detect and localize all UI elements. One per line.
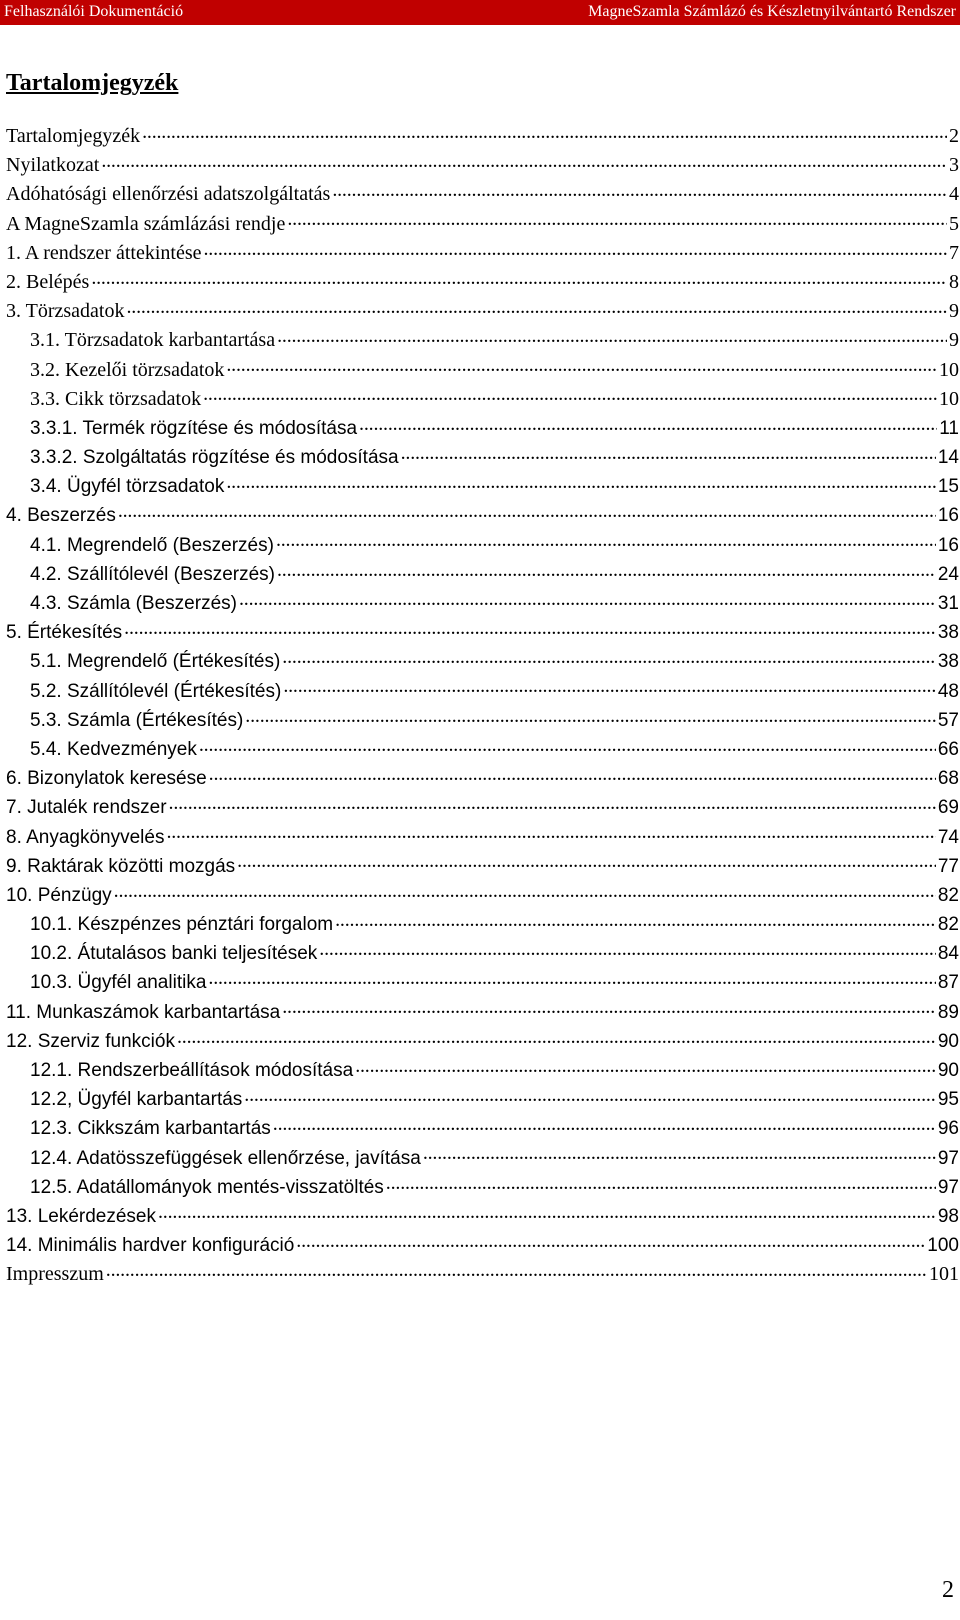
toc-dot-leader: [197, 735, 936, 755]
toc-entry-page: 14: [937, 447, 959, 469]
toc-entry[interactable]: [6, 151, 959, 180]
toc-entry-title: 4.1. Megrendelő (Beszerzés): [30, 534, 274, 556]
toc-entry-page: 31: [937, 593, 959, 614]
toc-dot-leader: [235, 852, 936, 872]
toc-entry-title: 8. Anyagkönyvelés: [6, 826, 165, 848]
toc-entry-page: 57: [937, 709, 959, 731]
toc-entry[interactable]: [6, 968, 959, 997]
toc-entry-title: 3.3. Cikk törzsadatok: [30, 387, 202, 410]
toc-entry[interactable]: [6, 210, 959, 239]
toc-entry-title: 10.1. Készpénzes pénztári forgalom: [30, 914, 334, 936]
toc-entry-title: 1. A rendszer áttekintése: [6, 241, 202, 264]
toc-dot-leader: [89, 268, 947, 288]
toc-entry-page: 38: [937, 651, 959, 673]
toc-entry-page: 16: [937, 505, 959, 527]
toc-entry-page: 89: [937, 1001, 959, 1023]
toc-entry[interactable]: [6, 560, 959, 589]
toc-entry-title: 5.2. Szállítólevél (Értékesítés): [30, 680, 282, 702]
toc-entry-title: 7. Jutalék rendszer: [6, 797, 167, 819]
toc-entry-title: 10. Pénzügy: [6, 884, 112, 906]
toc-dot-leader: [237, 589, 936, 609]
toc-entry[interactable]: [6, 122, 959, 151]
toc-dot-leader: [281, 677, 936, 697]
toc-dot-leader: [140, 122, 947, 142]
toc-entry-page: 10: [939, 358, 959, 381]
toc-entry[interactable]: [6, 618, 959, 647]
toc-dot-leader: [421, 1144, 936, 1164]
toc-dot-leader: [353, 1056, 936, 1076]
toc-entry[interactable]: [6, 385, 959, 414]
toc-entry-title: Tartalomjegyzék: [6, 125, 141, 147]
toc-entry-title: 3.3.1. Termék rögzítése és módosítása: [30, 417, 358, 439]
toc-entry[interactable]: [6, 939, 959, 968]
toc-entry-page: 90: [937, 1060, 959, 1081]
toc-entry[interactable]: [6, 706, 959, 735]
toc-entry-page: 66: [937, 738, 959, 760]
toc-entry-page: 15: [937, 476, 959, 498]
toc-entry-title: 3.1. Törzsadatok karbantartása: [30, 329, 276, 352]
toc-dot-leader: [399, 443, 936, 463]
toc-entry-title: Impresszum: [6, 1263, 104, 1286]
toc-entry-page: 9: [949, 329, 959, 352]
toc-dot-leader: [207, 764, 936, 784]
toc-dot-leader: [112, 881, 936, 901]
toc-entry[interactable]: [6, 297, 959, 326]
toc-dot-leader: [242, 1085, 936, 1105]
toc-dot-leader: [357, 414, 937, 434]
toc-dot-leader: [206, 968, 935, 988]
toc-entry[interactable]: [6, 414, 959, 443]
toc-dot-leader: [294, 1231, 925, 1251]
toc-entry-title: 12.3. Cikkszám karbantartás: [30, 1118, 271, 1140]
toc-entry[interactable]: [6, 239, 959, 268]
toc-entry-page: 24: [937, 563, 959, 585]
toc-entry[interactable]: [6, 735, 959, 764]
toc-entry-title: 3.4. Ügyfél törzsadatok: [30, 476, 225, 498]
toc-entry[interactable]: [6, 998, 959, 1027]
toc-dot-leader: [99, 151, 947, 171]
toc-entry-title: 5.4. Kedvezmények: [30, 738, 197, 760]
toc-dot-leader: [330, 180, 947, 200]
toc-entry-title: A MagneSzamla számlázási rendje: [6, 212, 286, 235]
toc-entry-page: 7: [949, 241, 959, 264]
toc-entry[interactable]: [6, 1027, 959, 1056]
toc-entry-title: 4.3. Számla (Beszerzés): [30, 593, 237, 614]
toc-entry-title: 3.2. Kezelői törzsadatok: [30, 358, 225, 381]
toc-entry[interactable]: [6, 268, 959, 297]
toc-entry-page: 84: [937, 943, 959, 965]
toc-entry-page: 48: [937, 680, 959, 702]
toc-dot-leader: [125, 297, 948, 317]
toc-entry[interactable]: [6, 677, 959, 706]
toc-entry-title: Adóhatósági ellenőrzési adatszolgáltatás: [6, 183, 331, 206]
toc-entry-title: 9. Raktárak közötti mozgás: [6, 855, 236, 877]
toc-dot-leader: [333, 910, 936, 930]
toc-entry[interactable]: [6, 852, 959, 881]
toc-entry[interactable]: [6, 1056, 959, 1085]
toc-entry[interactable]: [6, 1144, 959, 1173]
toc-dot-leader: [243, 706, 936, 726]
toc-entry[interactable]: [6, 1202, 959, 1231]
toc-entry-title: 5.3. Számla (Értékesítés): [30, 709, 244, 731]
toc-entry-page: 11: [939, 417, 959, 439]
toc-entry-page: 82: [937, 884, 959, 906]
toc-dot-leader: [317, 939, 936, 959]
toc-entry[interactable]: [6, 647, 959, 676]
toc-entry-page: 4: [949, 183, 959, 206]
toc-entry-page: 100: [927, 1235, 959, 1257]
toc-entry-page: 90: [937, 1030, 959, 1052]
page-number: 2: [942, 1577, 954, 1603]
toc-dot-leader: [167, 793, 936, 813]
toc-entry-title: 10.2. Átutalásos banki teljesítések: [30, 943, 318, 965]
toc-entry-page: 77: [937, 855, 959, 877]
toc-entry-page: 10: [939, 387, 959, 410]
toc-entry-page: 2: [949, 125, 959, 147]
toc-entry[interactable]: [6, 764, 959, 793]
toc-dot-leader: [201, 385, 937, 405]
toc-entry-title: 12.2, Ügyfél karbantartás: [30, 1089, 243, 1111]
toc-entry-page: 82: [937, 914, 959, 936]
toc-dot-leader: [224, 356, 937, 376]
header-product-name: MagneSzamla Számlázó és Készletnyilvántartó Rendszer: [588, 3, 956, 20]
toc-entry-page: 16: [937, 534, 959, 556]
toc-entry-title: 12.1. Rendszerbeállítások módosítása: [30, 1060, 354, 1081]
toc-entry-page: 38: [937, 622, 959, 644]
toc-entry-title: 12.4. Adatösszefüggések ellenőrzése, javítása: [30, 1147, 421, 1169]
toc-entry-page: 87: [937, 972, 959, 994]
toc-dot-leader: [280, 998, 936, 1018]
toc-entry-title: 13. Lekérdezések: [6, 1205, 156, 1227]
toc-entry[interactable]: [6, 881, 959, 910]
toc-entry[interactable]: [6, 823, 959, 852]
toc-dot-leader: [175, 1027, 936, 1047]
toc-entry-title: 4.2. Szállítólevél (Beszerzés): [30, 563, 275, 585]
toc-entry-title: 5.1. Megrendelő (Értékesítés): [30, 651, 281, 673]
toc-entry-page: 5: [949, 212, 959, 235]
toc-entry-page: 68: [937, 768, 959, 790]
toc-dot-leader: [156, 1202, 936, 1222]
toc-entry[interactable]: [6, 1231, 959, 1260]
toc-entry-title: 11. Munkaszámok karbantartása: [6, 1001, 281, 1023]
toc-dot-leader: [224, 472, 936, 492]
toc-dot-leader: [104, 1260, 927, 1280]
toc-dot-leader: [164, 823, 935, 843]
toc-dot-leader: [384, 1173, 936, 1193]
toc-entry-title: 12.5. Adatállományok mentés-visszatöltés: [30, 1176, 384, 1198]
toc-dot-leader: [274, 531, 936, 551]
toc-entry-title: 10.3. Ügyfél analitika: [30, 972, 207, 994]
toc-entry[interactable]: [6, 531, 959, 560]
toc-entry-page: 9: [949, 300, 959, 323]
toc-entry-title: 4. Beszerzés: [6, 505, 116, 527]
toc-entry[interactable]: [6, 326, 959, 355]
toc-dot-leader: [275, 326, 947, 346]
toc-dot-leader: [280, 647, 936, 667]
toc-entry-title: 5. Értékesítés: [6, 622, 123, 644]
toc-entry[interactable]: [6, 1114, 959, 1143]
toc-entry-page: 95: [937, 1089, 959, 1111]
toc-entry[interactable]: [6, 501, 959, 530]
toc-entry[interactable]: [6, 589, 959, 618]
toc-entry[interactable]: [6, 180, 959, 209]
toc-entry-page: 101: [929, 1263, 959, 1286]
toc-entry-title: Nyilatkozat: [6, 154, 100, 177]
toc-dot-leader: [122, 618, 936, 638]
toc-entry-title: 14. Minimális hardver konfiguráció: [6, 1235, 295, 1257]
toc-entry-title: 12. Szerviz funkciók: [6, 1030, 175, 1052]
toc-entry[interactable]: [6, 443, 959, 472]
toc-entry[interactable]: [6, 1260, 959, 1289]
toc-entry[interactable]: [6, 472, 959, 501]
toc-entry[interactable]: [6, 1173, 959, 1202]
toc-entry[interactable]: [6, 910, 959, 939]
running-header: [0, 0, 960, 25]
toc-entry-page: 97: [937, 1176, 959, 1198]
toc-dot-leader: [271, 1114, 936, 1134]
toc-dot-leader: [202, 239, 948, 259]
toc-entry-title: 2. Belépés: [6, 270, 90, 293]
toc-dot-leader: [285, 210, 947, 230]
toc-entry-page: 98: [937, 1205, 959, 1227]
toc-entry-page: 96: [937, 1118, 959, 1140]
table-of-contents: [6, 122, 959, 1290]
toc-entry-page: 8: [949, 270, 959, 293]
toc-entry[interactable]: [6, 793, 959, 822]
toc-entry-title: 3. Törzsadatok: [6, 300, 125, 323]
toc-entry[interactable]: [6, 1085, 959, 1114]
toc-dot-leader: [116, 501, 936, 521]
toc-title: Tartalomjegyzék: [6, 70, 179, 96]
toc-entry-title: 6. Bizonylatok keresése: [6, 768, 207, 790]
header-doc-type: Felhasználói Dokumentáció: [4, 3, 184, 20]
toc-entry[interactable]: [6, 356, 959, 385]
toc-entry-page: 69: [937, 797, 959, 819]
toc-entry-page: 3: [949, 154, 959, 177]
toc-entry-page: 74: [937, 826, 959, 848]
toc-entry-title: 3.3.2. Szolgáltatás rögzítése és módosítása: [30, 447, 399, 469]
toc-entry-page: 97: [937, 1147, 959, 1169]
toc-dot-leader: [275, 560, 936, 580]
